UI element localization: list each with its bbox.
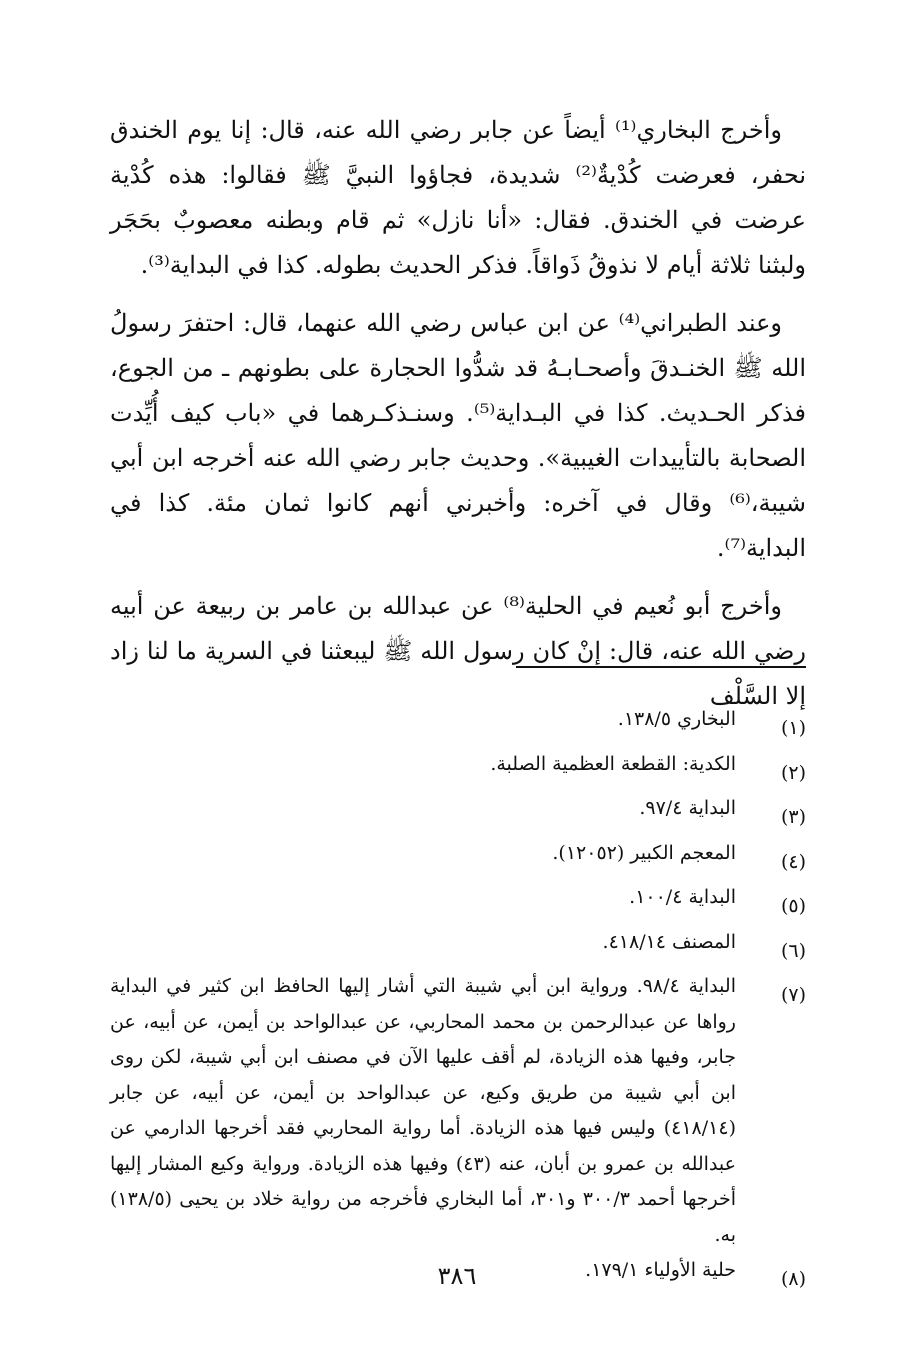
footnote-item — [110, 836, 806, 881]
footnote-separator — [516, 666, 806, 668]
main-paragraph: وأخرج البخاري⁽¹⁾ أيضاً عن جابر رضي الله عنه، قال: إنا يوم الخندق نحفر، فعرضت كُدْيةٌ⁽²⁾ شديدة، فجاؤوا النبيَّ ﷺ فقالوا: هذه كُدْية عرضت في الخندق. فقال: «أنا نازل» ثم قام وبطنه معصوبٌ بحَجَر ولبثنا ثلاثة أيام لا نذوقُ ذَواقاً. فذكر الحديث بطوله. كذا في البداية⁽³⁾. — [110, 116, 807, 279]
footnote-number: (١) — [780, 717, 806, 739]
footnote-item — [110, 747, 806, 792]
footnote-text: المصنف ٤١٨/١٤. — [602, 930, 736, 953]
footnote-number: (٥) — [780, 895, 806, 917]
footnote-item — [110, 925, 806, 970]
footnote-number: (٢) — [780, 761, 806, 784]
page-number: ٣٨٦ — [437, 1262, 477, 1290]
footnote-number: (٨) — [780, 1268, 806, 1290]
footnote-item — [110, 791, 806, 836]
footnote-text: حلية الأولياء ١٧٩/١. — [585, 1259, 736, 1281]
footnote-item — [110, 880, 806, 925]
footnote-item — [110, 969, 806, 1253]
main-paragraph: وأخرج أبو نُعيم في الحلية⁽⁸⁾ عن عبدالله بن عامر بن ربيعة عن أبيه رضي الله عنه، قال: إنْ كان رسول الله ﷺ ليبعثنا في السرية ما لنا زاد إلا السَّلْف — [110, 592, 806, 710]
footnote-number: (٧) — [780, 984, 806, 1006]
footnote-text: البداية ٩٧/٤. — [639, 797, 736, 819]
footnote-text: البداية ٩٨/٤. ورواية ابن أبي شيبة التي أشار إليها الحافظ ابن كثير في البداية رواها عن عبدالرحمن بن محمد المحاربي، عن عبدالواحد بن أيمن، عن أبيه، عن جابر، وفيها هذه الزيادة، لم أقف عليها الآن في مصنف ابن أبي شيبة، لكن روى ابن أبي شيبة من طريق وكيع، عن عبدالواحد بن أيمن، عن أبيه، عن جابر (٤١٨/١٤) وليس فيها هذه الزيادة. أما رواية المحاربي فقد أخرجها الدارمي عن عبدالله بن عمرو بن أبان، عنه (٤٣) وفيها هذه الزيادة. ورواية وكيع المشار إليها أخرجها أحمد ٣٠٠/٣ و٣٠١، أما البخاري فأخرجه من رواية خلاد بن يحيى (١٣٨/٥) به. — [110, 975, 736, 1246]
footnotes-section — [110, 702, 806, 1298]
footnote-text: المعجم الكبير (١٢٠٥٢). — [552, 841, 736, 864]
footnote-text: البداية ١٠٠/٤. — [629, 886, 736, 908]
footnote-number: (٣) — [780, 806, 806, 828]
main-paragraph: وعند الطبراني⁽⁴⁾ عن ابن عباس رضي الله عنهما، قال: احتفرَ رسولُ الله ﷺ الخنـدقَ وأصحـابـهُ قد شدُّوا الحجارة على بطونهم ـ من الجوع، فذكر الحـديث. كذا في البـداية⁽⁵⁾. وسنـذكـرهما في «باب كيف أُيِّدت الصحابة بالتأييدات الغيبية». وحديث جابر رضي الله عنه أخرجه ابن أبي شيبة،⁽⁶⁾ وقال في آخره: وأخبرني أنهم كانوا ثمان مئة. كذا في البداية⁽⁷⁾. — [110, 309, 807, 562]
footnote-number: (٤) — [780, 850, 806, 873]
footnote-number: (٦) — [780, 939, 806, 962]
footnote-text: البخاري ١٣٨/٥. — [617, 708, 736, 730]
footnote-item — [110, 702, 806, 747]
footnote-text: الكدية: القطعة العظمية الصلبة. — [490, 752, 736, 775]
main-text-body — [110, 108, 806, 732]
